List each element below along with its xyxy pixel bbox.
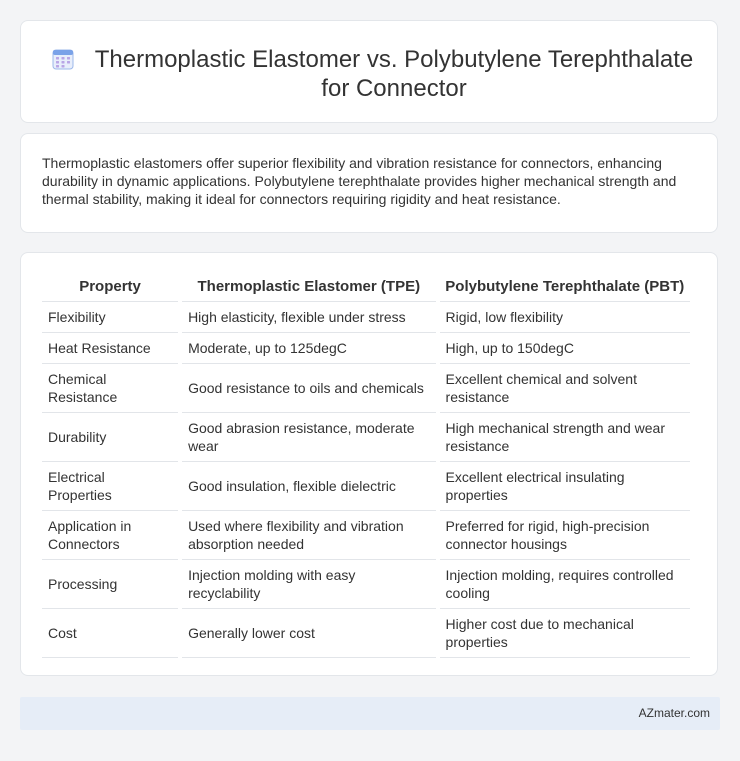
property-cell: Application in Connectors (42, 511, 178, 560)
pbt-cell: Higher cost due to mechanical properties (440, 609, 690, 658)
footer-bar (20, 697, 720, 730)
table-row (42, 511, 690, 560)
table-row (42, 609, 690, 658)
tpe-cell: Good abrasion resistance, moderate wear (182, 413, 435, 462)
tpe-cell: Generally lower cost (182, 609, 435, 658)
property-cell: Processing (42, 560, 178, 609)
column-header-pbt: Polybutylene Terephthalate (PBT) (440, 273, 690, 302)
table-row (42, 302, 690, 333)
property-cell: Electrical Properties (42, 462, 178, 511)
property-cell: Flexibility (42, 302, 178, 333)
page-title: Thermoplastic Elastomer vs. Polybutylene Terephthalate for Connector (94, 46, 694, 102)
calendar-icon (51, 47, 75, 71)
tpe-cell: Moderate, up to 125degC (182, 333, 435, 364)
table-row (42, 462, 690, 511)
property-cell: Durability (42, 413, 178, 462)
table-row (42, 413, 690, 462)
table-row (42, 560, 690, 609)
footer-site-link[interactable]: AZmater.com (638, 706, 710, 720)
pbt-cell: High, up to 150degC (440, 333, 690, 364)
property-cell: Heat Resistance (42, 333, 178, 364)
tpe-cell: Injection molding with easy recyclability (182, 560, 435, 609)
property-cell: Chemical Resistance (42, 364, 178, 413)
pbt-cell: Injection molding, requires controlled cooling (440, 560, 690, 609)
property-cell: Cost (42, 609, 178, 658)
comparison-table-card (20, 252, 718, 676)
tpe-cell: High elasticity, flexible under stress (182, 302, 435, 333)
comparison-table (38, 273, 694, 658)
description-card (20, 133, 718, 233)
pbt-cell: Excellent electrical insulating properties (440, 462, 690, 511)
column-header-tpe: Thermoplastic Elastomer (TPE) (182, 273, 435, 302)
table-header-row (42, 273, 690, 302)
pbt-cell: Excellent chemical and solvent resistance (440, 364, 690, 413)
tpe-cell: Used where flexibility and vibration absorption needed (182, 511, 435, 560)
table-row (42, 364, 690, 413)
table-row (42, 333, 690, 364)
description-text: Thermoplastic elastomers offer superior flexibility and vibration resistance for connectors, enhancing durability in dynamic applications. Polybutylene terephthalate provides higher mechanical strength and thermal stability, making it ideal for connectors requiring rigidity and heat resistance. (42, 155, 677, 207)
column-header-property: Property (42, 273, 178, 302)
tpe-cell: Good insulation, flexible dielectric (182, 462, 435, 511)
tpe-cell: Good resistance to oils and chemicals (182, 364, 435, 413)
pbt-cell: Preferred for rigid, high-precision connector housings (440, 511, 690, 560)
pbt-cell: High mechanical strength and wear resistance (440, 413, 690, 462)
pbt-cell: Rigid, low flexibility (440, 302, 690, 333)
title-card (20, 20, 718, 123)
